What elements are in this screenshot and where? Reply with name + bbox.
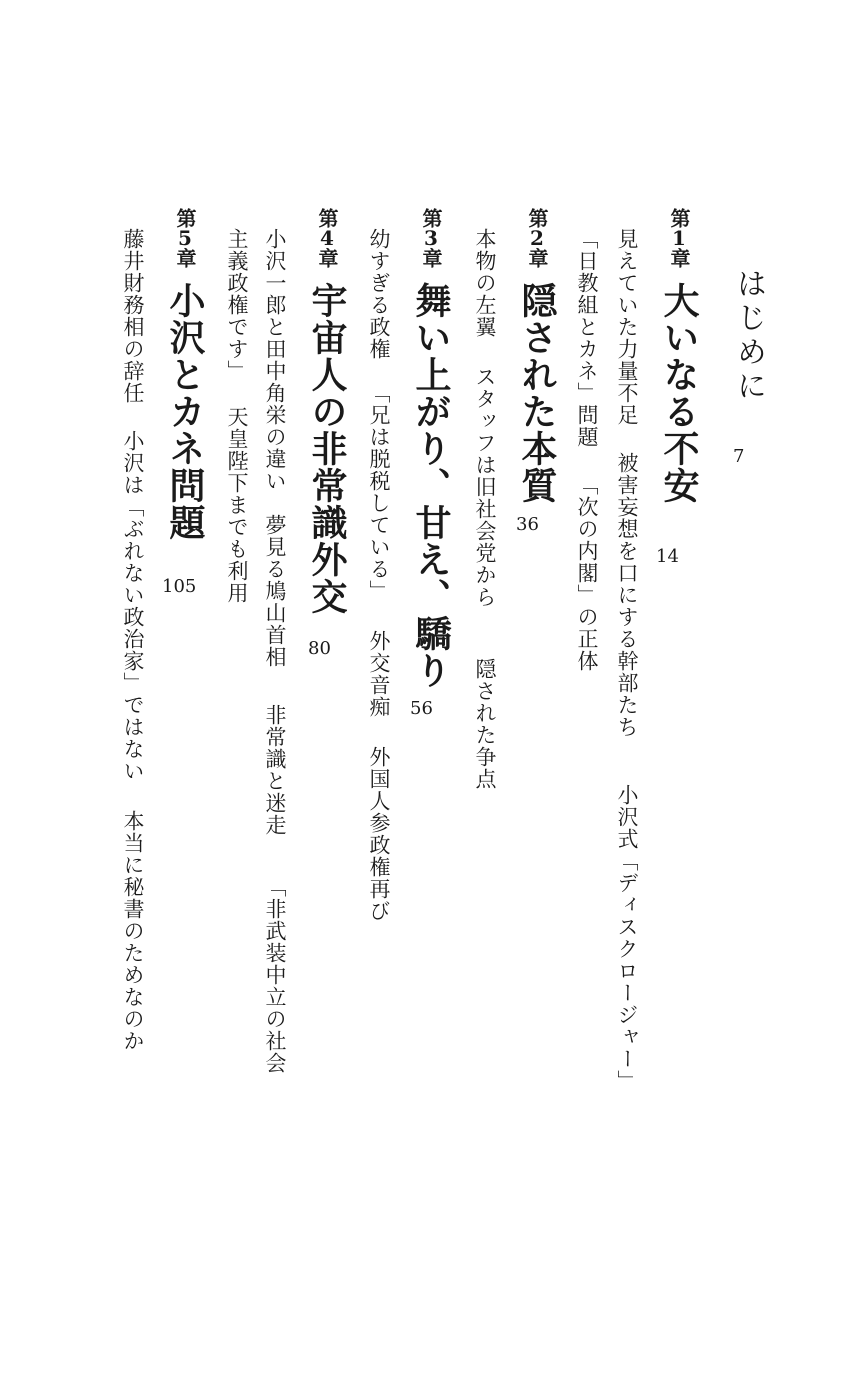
chapter-4-entry-3: 非常識と迷走: [263, 704, 287, 836]
chapter-4-line-2: [222, 228, 252, 604]
chapter-1-title: 大いなる不安: [658, 282, 700, 504]
chapter-4-line-1: [260, 228, 290, 1074]
chapter-3-entry-3: 外交音痴: [367, 630, 391, 718]
chapter-5-entry-1: 藤井財務相の辞任: [121, 228, 145, 404]
chapter-1-line-2: [572, 228, 602, 672]
chapter-4-label-post: 章: [315, 248, 339, 268]
chapter-1-line-1: [612, 228, 642, 1092]
chapter-5-entry-3: 本当に秘書のためなのか: [121, 810, 145, 1052]
chapter-5-label-post: 章: [173, 248, 197, 268]
chapter-4-title: 宇宙人の非常識外交: [306, 282, 348, 615]
chapter-1-entry-4: 「日教組とカネ」問題: [575, 228, 599, 448]
chapter-5-title: 小沢とカネ問題: [164, 282, 206, 541]
chapter-1-heading: [654, 208, 705, 504]
chapter-2-page-number: 36: [516, 514, 539, 535]
chapter-4-label-pre: 第: [315, 208, 339, 228]
chapter-3-page-number: 56: [410, 698, 433, 719]
chapter-3-title: 舞い上がり、甘え、驕り: [410, 282, 452, 689]
intro-page-number: 7: [733, 446, 745, 467]
chapter-5-entry-2: 小沢は「ぶれない政治家」ではない: [121, 430, 145, 782]
chapter-2-line-1: [470, 228, 500, 790]
chapter-3-heading: [406, 208, 457, 689]
chapter-2-label-post: 章: [525, 248, 549, 268]
chapter-4-number: 4: [320, 228, 334, 248]
chapter-3-label-pre: 第: [419, 208, 443, 228]
chapter-4-entry-4: 「非武装中立の社会: [263, 876, 287, 1074]
chapter-2-entry-2: スタッフは旧社会党から: [473, 366, 497, 608]
chapter-2-title: 隠された本質: [516, 282, 558, 504]
chapter-5-line-1: [118, 228, 148, 1052]
chapter-4-entry-6: 天皇陛下までも利用: [225, 406, 249, 604]
chapter-3-label-post: 章: [419, 248, 443, 268]
chapter-4-entry-5: 主義政権です」: [225, 228, 249, 382]
chapter-1-label-post: 章: [667, 248, 691, 268]
chapter-1-label-pre: 第: [667, 208, 691, 228]
chapter-4-entry-1: 小沢一郎と田中角栄の違い: [263, 228, 287, 492]
intro-title: はじめに: [731, 268, 766, 404]
chapter-5-label-pre: 第: [173, 208, 197, 228]
chapter-5-page-number: 105: [162, 576, 197, 597]
chapter-5-number: 5: [178, 228, 192, 248]
chapter-1-page-number: 14: [656, 546, 679, 567]
chapter-4-page-number: 80: [308, 638, 331, 659]
chapter-3-line-1: [364, 228, 394, 922]
chapter-2-number: 2: [530, 228, 544, 248]
chapter-2-heading: [512, 208, 563, 504]
chapter-3-entry-2: 「兄は脱税している」: [367, 382, 391, 602]
chapter-2-entry-3: 隠された争点: [473, 658, 497, 790]
chapter-5-heading: [160, 208, 211, 541]
chapter-2-label-pre: 第: [525, 208, 549, 228]
chapter-1-entry-3: 小沢式「ディスクロージャー」: [615, 784, 639, 1092]
chapter-1-entry-5: 「次の内閣」の正体: [575, 474, 599, 672]
chapter-3-number: 3: [424, 228, 438, 248]
chapter-1-entry-2: 被害妄想を口にする幹部たち: [615, 452, 639, 738]
chapter-2-entry-1: 本物の左翼: [473, 228, 497, 338]
chapter-1-number: 1: [672, 228, 686, 248]
chapter-4-heading: [302, 208, 353, 615]
chapter-1-entry-1: 見えていた力量不足: [615, 228, 639, 426]
chapter-3-entry-4: 外国人参政権再び: [367, 746, 391, 922]
chapter-3-entry-1: 幼すぎる政権: [367, 228, 391, 360]
chapter-4-entry-2: 夢見る鳩山首相: [263, 514, 287, 668]
